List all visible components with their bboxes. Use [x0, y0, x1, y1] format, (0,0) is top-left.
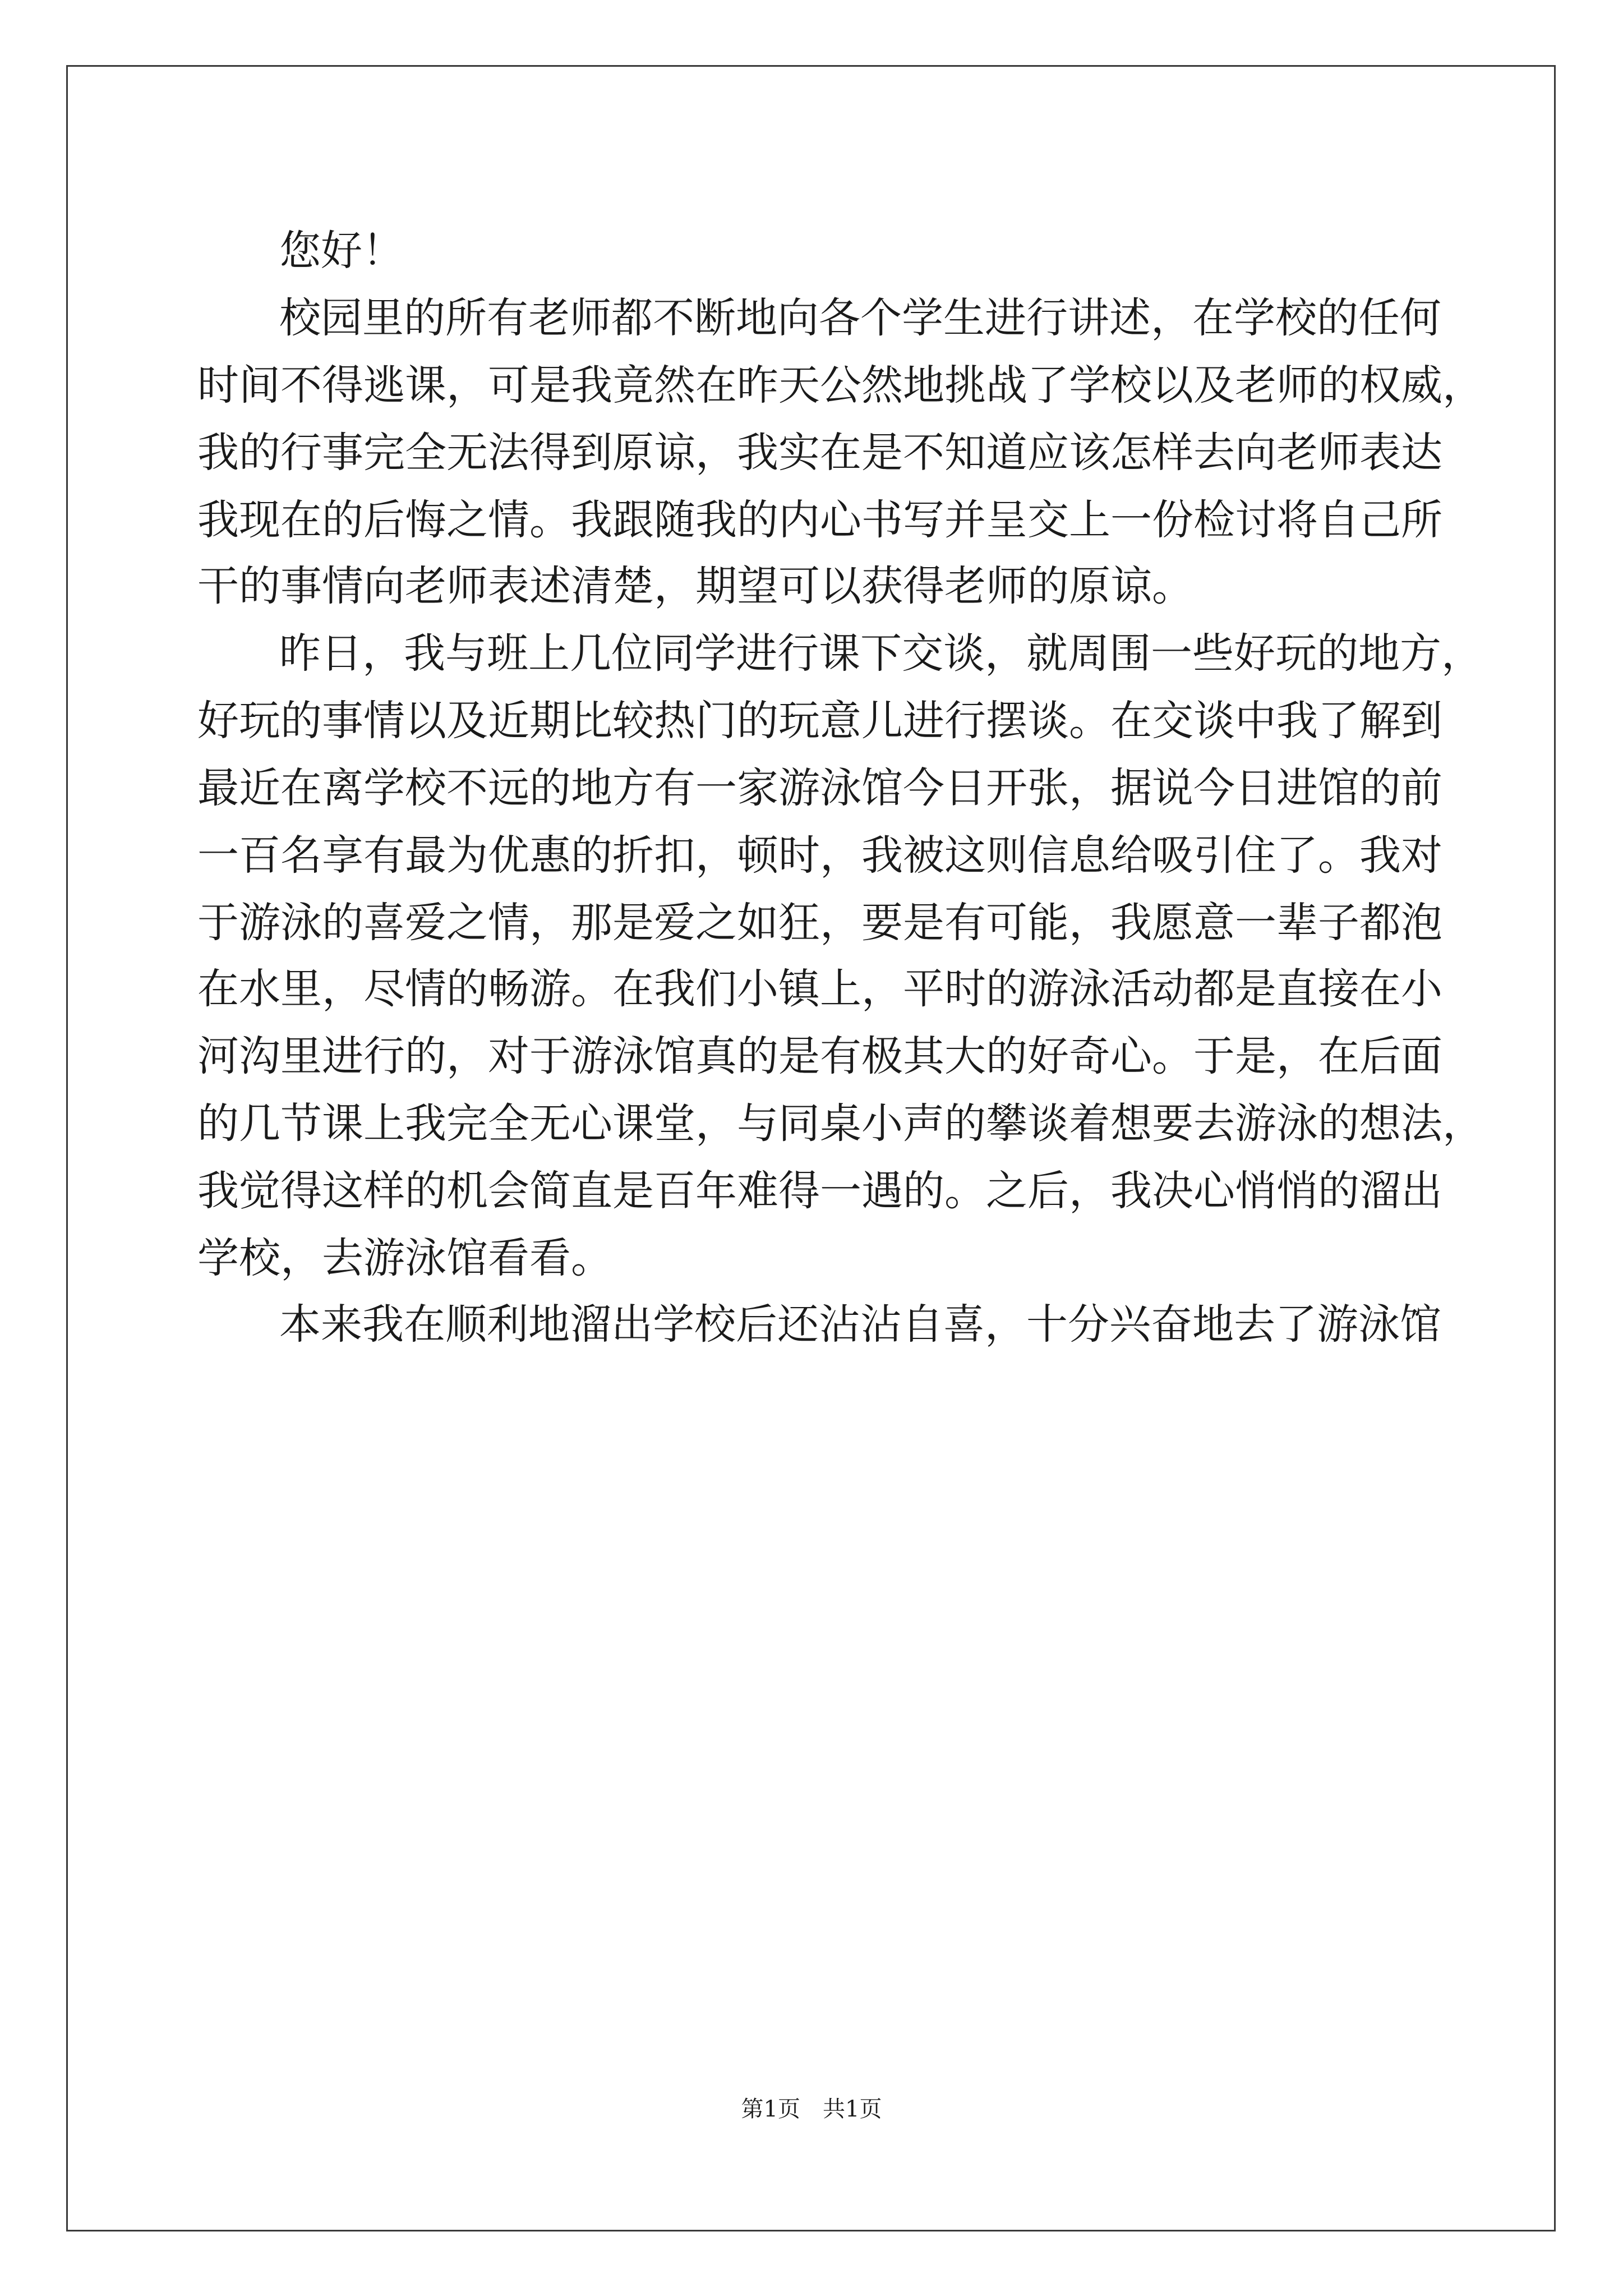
paragraph-2-line-9: 我觉得这样的机会简直是百年难得一遇的。之后，我决心悄悄的溜出	[197, 1167, 1442, 1215]
paragraph-2-line-4: 一百名享有最为优惠的折扣，顿时，我被这则信息给吸引住了。我对	[197, 831, 1442, 880]
paragraph-2-line-3: 最近在离学校不远的地方有一家游泳馆今日开张，据说今日进馆的前	[197, 764, 1442, 812]
paragraph-2-line-6: 在水里，尽情的畅游。在我们小镇上，平时的游泳活动都是直接在小	[197, 965, 1442, 1013]
paragraph-1-line-1: 校园里的所有老师都不断地向各个学生进行讲述，在学校的任何	[279, 294, 1441, 342]
paragraph-1-line-3: 我的行事完全无法得到原谅，我实在是不知道应该怎样去向老师表达	[197, 429, 1442, 477]
paragraph-2-line-1: 昨日，我与班上几位同学进行课下交谈，就周围一些好玩的地方，	[279, 629, 1483, 678]
paragraph-3-line-1: 本来我在顺利地溜出学校后还沾沾自喜，十分兴奋地去了游泳馆	[279, 1300, 1441, 1349]
page-number-total: 共1页	[823, 2096, 882, 2122]
page-number-current: 第1页	[741, 2096, 800, 2122]
page-footer	[0, 2091, 1623, 2123]
paragraph-2-line-5: 于游泳的喜爱之情，那是爱之如狂，要是有可能，我愿意一辈子都泡	[197, 899, 1442, 947]
paragraph-2-line-8: 的几节课上我完全无心课堂，与同桌小声的攀谈着想要去游泳的想法，	[197, 1099, 1484, 1148]
paragraph-1-line-4: 我现在的后悔之情。我跟随我的内心书写并呈交上一份检讨将自己所	[197, 496, 1442, 544]
paragraph-1-line-2: 时间不得逃课，可是我竟然在昨天公然地挑战了学校以及老师的权威，	[197, 361, 1484, 409]
greeting-line: 您好！	[279, 227, 404, 275]
paragraph-2-line-7: 河沟里进行的，对于游泳馆真的是有极其大的好奇心。于是，在后面	[197, 1032, 1442, 1080]
paragraph-2-line-2: 好玩的事情以及近期比较热门的玩意儿进行摆谈。在交谈中我了解到	[197, 697, 1442, 745]
paragraph-1-line-5: 干的事情向老师表述清楚，期望可以获得老师的原谅。	[197, 562, 1193, 610]
paragraph-2-line-10: 学校，去游泳馆看看。	[197, 1234, 612, 1282]
